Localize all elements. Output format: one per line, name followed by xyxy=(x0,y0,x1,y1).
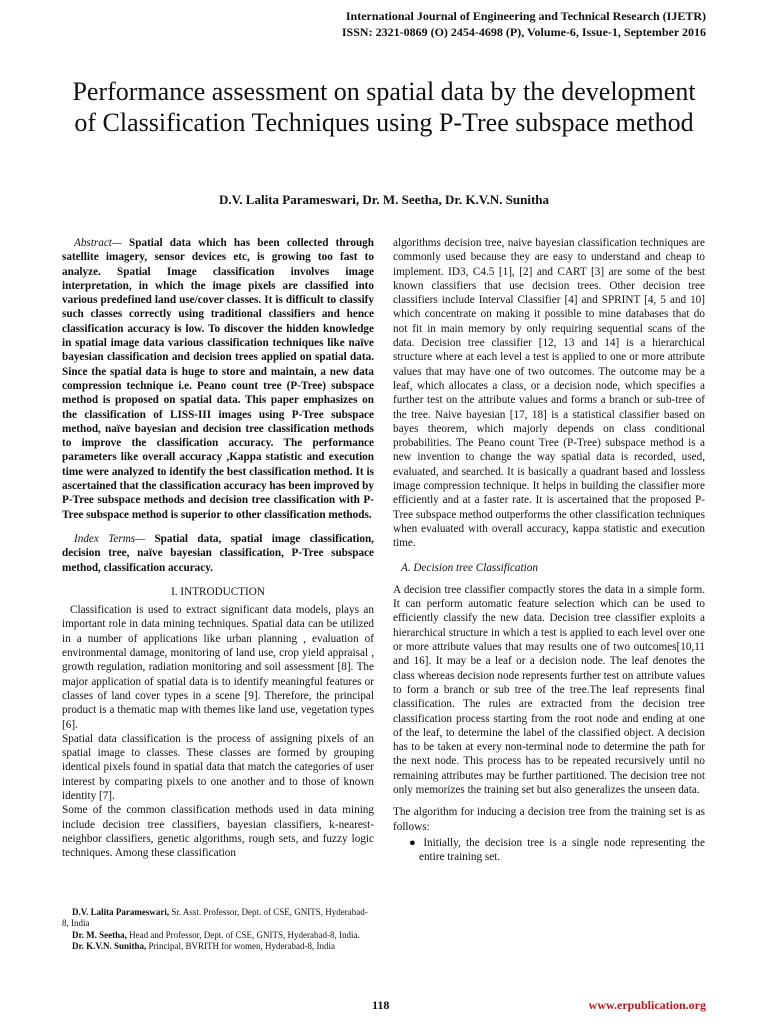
author-note xyxy=(62,941,374,952)
author-note xyxy=(62,930,374,941)
section-heading-introduction: I. INTRODUCTION xyxy=(171,585,265,598)
publisher-website: www.erpublication.org xyxy=(588,998,706,1012)
intro-paragraph-3: Some of the common classification methods used in data mining include decision tree classifiers, bayesian classifiers, k-nearest-neighbor classifiers, genetic algorithms, rough sets, and fuzzy logic techniques. Among these classification xyxy=(62,804,374,860)
abstract-label: Abstract— xyxy=(74,237,122,249)
abstract-text: Spatial data which has been collected through satellite imagery, sensor devices etc, is growing too fast to analyze. Spatial Image classification involves image interpretation, in which the image pixels are classified into various predefined land use/cover classes. It is difficult to classify such classes correctly using traditional classifiers and hence classification accuracy is low. To discover the hidden knowledge in spatial image data various classification techniques like naïve bayesian classification and decision trees applied on spatial data. Since the spatial data is huge to store and maintain, a new data compression technique i.e. Peano count tree (P-Tree) subspace method is proposed on spatial data. This paper emphasizes on the classification of LISS-III images using P-Tree subspace method, naïve bayesian and decision tree classification methods to improve the classification accuracy. The performance parameters like overall accuracy ,Kappa statistic and execution time were analyzed to identify the best classification method. It is ascertained that the classification accuracy has been improved by P-Tree subspace methods and decision tree classification with P-Tree subspace method is superior to other classification methods. xyxy=(62,237,374,521)
subsection-heading-decision-tree: A. Decision tree Classification xyxy=(401,561,538,574)
journal-header xyxy=(342,8,706,40)
author-note-text: Head and Professor, Dept. of CSE, GNITS, Hyderabad-8, India. xyxy=(126,929,360,940)
author-notes xyxy=(62,907,374,953)
author-note-name: Dr. K.V.N. Sunitha, xyxy=(72,941,147,952)
index-terms xyxy=(62,532,374,575)
page-number: 118 xyxy=(372,998,390,1012)
journal-issn: ISSN: 2321-0869 (O) 2454-4698 (P), Volume-6, Issue-1, September 2016 xyxy=(341,25,706,39)
index-terms-label: Index Terms— xyxy=(74,532,146,545)
author-note-name: Dr. M. Seetha, xyxy=(72,929,127,940)
paper-title: Performance assessment on spatial data by the development of Classification Techniques using P-Tree subspace method xyxy=(72,77,696,137)
author-note-name: D.V. Lalita Parameswari, xyxy=(72,907,170,917)
right-column xyxy=(393,236,705,864)
index-terms-text: Spatial data, spatial image classification, decision tree, naïve bayesian classification, P-Tree subspace method, classification accuracy. xyxy=(62,532,374,574)
bullet-item: ● Initially, the decision tree is a single node representing the entire training set. xyxy=(409,836,705,864)
journal-name: International Journal of Engineering and Technical Research (IJETR) xyxy=(345,9,706,23)
right-paragraph-3: The algorithm for inducing a decision tree from the training set is as follows: xyxy=(393,806,705,833)
abstract xyxy=(62,236,374,522)
intro-paragraph-2: Spatial data classification is the process of assigning pixels of an spatial image to classes. These classes are formed by grouping identical pixels found in spatial data that match the categories of user interest by comparing pixels to one another and to those of known identity [7]. xyxy=(62,732,374,802)
author-note xyxy=(62,907,374,930)
left-column xyxy=(62,236,374,860)
right-paragraph-2: A decision tree classifier compactly stores the data in a simple form. It can perform automatic feature selection which can be used to efficiently classify the new data. Decision tree classifier exploits a hierarchical structure in which a test is applied to each level over one or more attribute values that may results one of two outcomes[10,11 and 16]. It may be a leaf or a decision node. The leaf denotes the class whereas decision node represents further test on attribute values to form a branch or sub tree of the tree.The leaf represents final classification. The rules are extracted from the decision tree classification process starting from the root node and ending at one of the leaf, to determine the label of the classified object. A decision has to be taken at every non-terminal node to determine the path for the next node. This process has to be repeated recursively until no remaining attributes may be further partitioned. The decision tree not only memorizes the training set but also generalizes the unseen data. xyxy=(393,583,705,796)
author-note-text: Sr. Asst. Professor, Dept. of CSE, GNITS, Hyderabad-8, India xyxy=(62,907,368,929)
intro-paragraph-1: Classification is used to extract significant data models, plays an important role in data mining techniques. Spatial data can be utilized in a number of applications like urban planning , evaluation of environmental damage, monitoring of land use, crop yield appraisal , growth regulation, radiation monitoring and soil assessment [8]. The major application of spatial data is to identify meaningful features or classes of land cover types in a scene [9]. Therefore, the principal product is a thematic map with themes like land use, vegetation types [6]. xyxy=(62,604,374,731)
author-note-text: Principal, BVRITH for women, Hyderabad-8, India xyxy=(146,941,335,952)
right-paragraph-1: algorithms decision tree, naive bayesian classification techniques are commonly used because they are easy to understand and cheap to implement. ID3, C4.5 [1], [2] and CART [3] are some of the best known classifiers that use decision trees. Other decision tree classifiers include Interval Classifier [4] and SPRINT [4, 5 and 10] which concentrate on making it possible to mine databases that do not fit in main memory by only requiring sequential scans of the data. Decision tree classifier [12, 13 and 14] is a hierarchical structure where at each level a test is applied to one or more attribute values that may have one of two outcomes. The outcome may be a leaf, which allocates a class, or a decision node, which specifies a further test on the attribute values and forms a branch or sub-tree of the tree. Naive bayesian [17, 18] is a statistical classifier based on bayes theorem, which majorly depends on class conditional probabilities. The Peano count Tree (P-Tree) subspace method is a new invention to change the way spatial data is recorded, used, evaluated, and searched. It is basically a quadrant based and lossless image compression technique. It helps in building the classifier more efficiently and at a faster rate. It is ascertained that the proposed P-Tree subspace method outperforms the other classification techniques when evaluated with overall accuracy, kappa statistic and execution time. xyxy=(393,237,705,550)
paper-authors: D.V. Lalita Parameswari, Dr. M. Seetha, Dr. K.V.N. Sunitha xyxy=(218,192,550,207)
